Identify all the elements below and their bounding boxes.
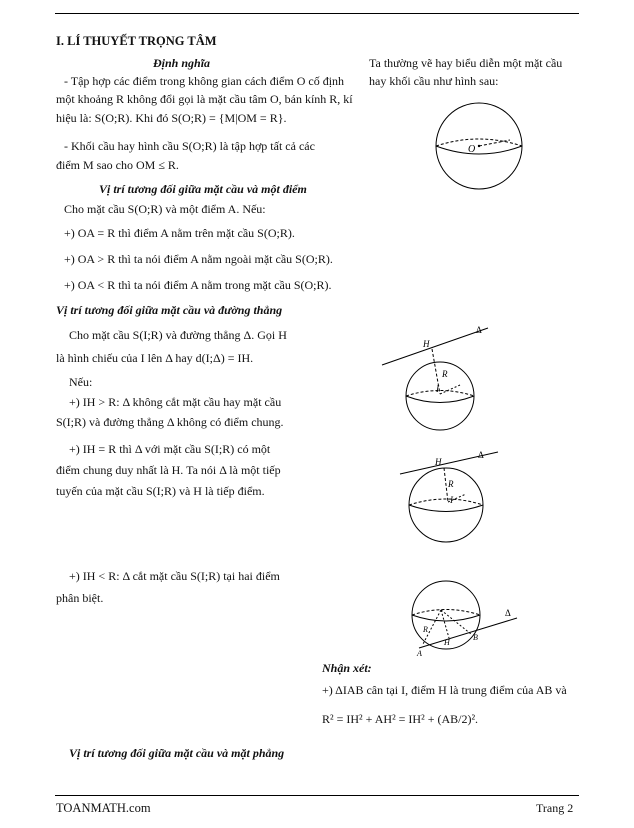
footer-site[interactable]: TOANMATH.com — [56, 801, 151, 815]
label-delta: Δ — [505, 608, 511, 618]
label-H: H — [423, 339, 430, 349]
label-R: R — [423, 625, 428, 634]
label-delta: Δ — [476, 325, 482, 335]
label-R: R — [442, 369, 448, 379]
top-rule — [55, 13, 579, 14]
line-section-neu: Nếu: — [69, 375, 93, 389]
point-case-3: +) OA < R thì ta nói điểm A nằm trong mặt cầu S(O;R). — [64, 278, 332, 292]
section-title: I. LÍ THUYẾT TRỌNG TÂM — [56, 34, 217, 48]
definition-text: - Tập hợp các điểm trong không gian cách điểm O cố định — [64, 74, 345, 88]
sphere-figure-secant — [405, 578, 520, 658]
definition-text: một khoảng R không đổi gọi là mặt cầu tâm O, bán kính R, kí — [56, 92, 353, 106]
footer-page-number: Trang 2 — [536, 801, 574, 815]
line-section-heading: Vị trí tương đối giữa mặt cầu và đường thẳng — [56, 303, 283, 317]
remark-formula: R² = IH² + AH² = IH² + (AB/2)². — [322, 712, 479, 726]
line-section-intro: là hình chiếu của I lên Δ hay d(I;Δ) = IH. — [56, 351, 254, 365]
label-A: A — [417, 649, 422, 658]
label-H: H — [444, 638, 450, 647]
point-section-heading: Vị trí tương đối giữa mặt cầu và một điểm — [99, 182, 307, 196]
right-intro-text: hay khối cầu như hình sau: — [369, 74, 499, 88]
line-section-intro: Cho mặt cầu S(I;R) và đường thẳng Δ. Gọi H — [69, 328, 287, 342]
label-delta: Δ — [478, 450, 484, 460]
line-case-3: +) IH < R: Δ cắt mặt cầu S(I;R) tại hai điểm — [69, 569, 280, 583]
remark-heading: Nhận xét: — [322, 661, 372, 675]
definition-heading: Định nghĩa — [153, 56, 211, 70]
definition-text: hiệu là: S(O;R). Khi đó S(O;R) = {M|OM = R}. — [56, 111, 287, 125]
label-R: R — [448, 479, 454, 489]
sphere-figure-1 — [430, 100, 530, 195]
definition-text: điểm M sao cho OM ≤ R. — [56, 158, 179, 172]
label-H: H — [435, 457, 442, 467]
line-case-2: điểm chung duy nhất là H. Ta nói Δ là một tiếp — [56, 463, 281, 477]
point-case-2: +) OA > R thì ta nói điểm A nằm ngoài mặt cầu S(O;R). — [64, 252, 333, 266]
right-intro-text: Ta thường vẽ hay biểu diễn một mặt cầu — [369, 56, 563, 70]
label-I: I — [450, 495, 453, 505]
point-section-intro: Cho mặt cầu S(O;R) và một điểm A. Nếu: — [64, 202, 266, 216]
line-case-2: tuyến của mặt cầu S(I;R) và H là tiếp điểm. — [56, 484, 265, 498]
line-case-2: +) IH = R thì Δ với mặt cầu S(I;R) có một — [69, 442, 271, 456]
definition-text: - Khối cầu hay hình cầu S(O;R) là tập hợp tất cả các — [64, 139, 315, 153]
label-I: I — [436, 384, 439, 394]
plane-section-heading: Vị trí tương đối giữa mặt cầu và mặt phẳng — [69, 746, 285, 760]
sphere-figure-line-outside — [380, 325, 500, 435]
line-case-1: +) IH > R: Δ không cắt mặt cầu hay mặt cầu — [69, 395, 282, 409]
label-B: B — [473, 633, 478, 642]
label-O: O — [468, 144, 476, 155]
remark-text: +) ΔIAB cân tại I, điểm H là trung điểm của AB và — [322, 683, 567, 697]
line-case-3: phân biệt. — [56, 591, 104, 605]
sphere-figure-tangent — [398, 450, 508, 550]
line-case-1: S(I;R) và đường thẳng Δ không có điểm chung. — [56, 415, 284, 429]
point-case-1: +) OA = R thì điểm A nằm trên mặt cầu S(O;R). — [64, 226, 295, 240]
footer-rule — [55, 795, 579, 796]
